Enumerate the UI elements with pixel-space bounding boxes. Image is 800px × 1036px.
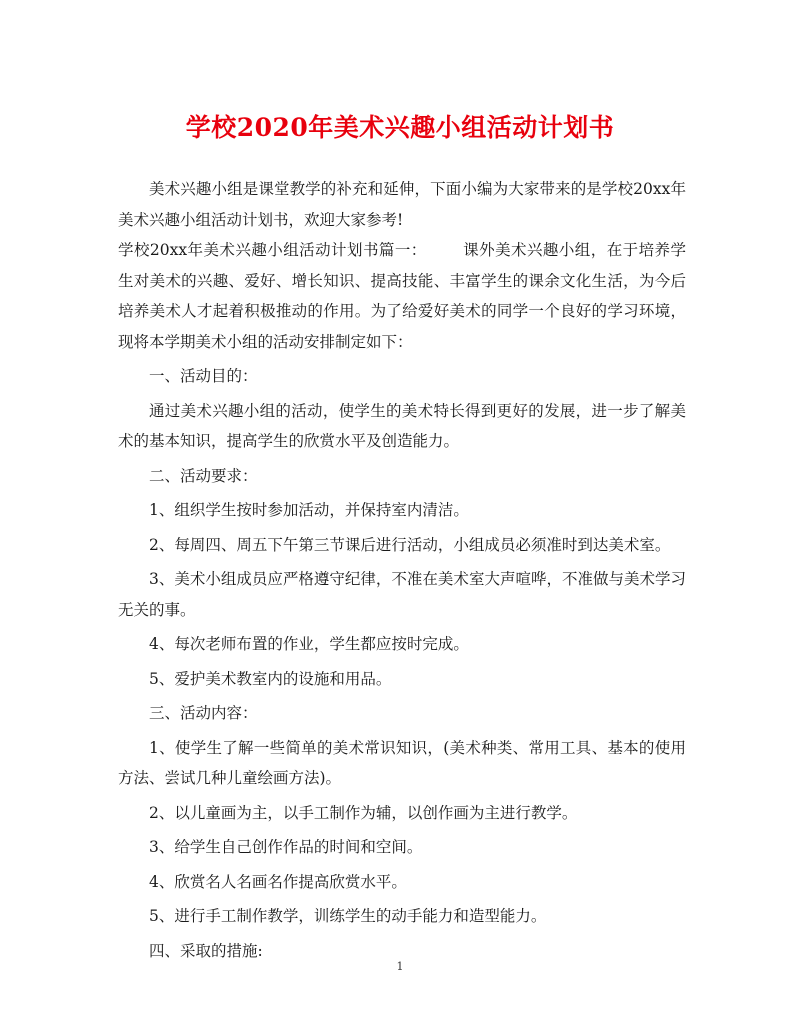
section-heading: 二、活动要求： bbox=[149, 466, 258, 485]
document-title: 学校2020年美术兴趣小组活动计划书 bbox=[185, 113, 615, 142]
list-item: 4、欣赏名人名画名作提高欣赏水平。 bbox=[149, 872, 407, 891]
section-heading: 四、采取的措施: bbox=[149, 941, 263, 960]
list-item: 3、给学生自己创作作品的时间和空间。 bbox=[149, 838, 423, 856]
article-heading: 学校20xx年美术兴趣小组活动计划书篇一： bbox=[118, 241, 427, 259]
article-intro-text: 课外美术兴趣小组，在于培养学生对美术的兴趣、爱好、增长知识、提高技能、丰富学生的课余文化生活，为今后培养美术人才起着积极推动的作用。为了给爱好美术的同学一个良好的学习环境，现将本学期美术小组的活动安排制定如下： bbox=[118, 241, 686, 351]
intro-paragraph: 美术兴趣小组是课堂教学的补充和延伸，下面小编为大家带来的是学校20xx年美术兴趣小组活动计划书，欢迎大家参考! bbox=[118, 180, 686, 229]
section-paragraph: 通过美术兴趣小组的活动，使学生的美术特长得到更好的发展，进一步了解美术的基本知识，提高学生的欣赏水平及创造能力。 bbox=[118, 401, 686, 450]
document-body bbox=[118, 174, 686, 966]
list-item: 2、以儿童画为主，以手工制作为辅，以创作画为主进行教学。 bbox=[149, 803, 578, 822]
list-item: 4、每次老师布置的作业，学生都应按时完成。 bbox=[149, 635, 469, 653]
list-item: 3、美术小组成员应严格遵守纪律，不准在美术室大声喧哗，不准做与美术学习无关的事。 bbox=[118, 570, 686, 619]
section-heading: 一、活动目的： bbox=[149, 367, 258, 385]
page-number: 1 bbox=[396, 960, 404, 973]
list-item: 5、进行手工制作教学，训练学生的动手能力和造型能力。 bbox=[149, 907, 547, 925]
list-item: 1、组织学生按时参加活动，并保持室内清洁。 bbox=[149, 501, 469, 519]
list-item: 2、每周四、周五下午第三节课后进行活动，小组成员必须准时到达美术室。 bbox=[149, 535, 671, 554]
list-item: 1、使学生了解一些简单的美术常识知识，(美术种类、常用工具、基本的使用方法、尝试几种儿童绘画方法)。 bbox=[118, 738, 686, 787]
section-heading: 三、活动内容： bbox=[149, 704, 258, 722]
article-intro-paragraph bbox=[118, 235, 686, 357]
list-item: 5、爱护美术教室内的设施和用品。 bbox=[149, 669, 392, 688]
